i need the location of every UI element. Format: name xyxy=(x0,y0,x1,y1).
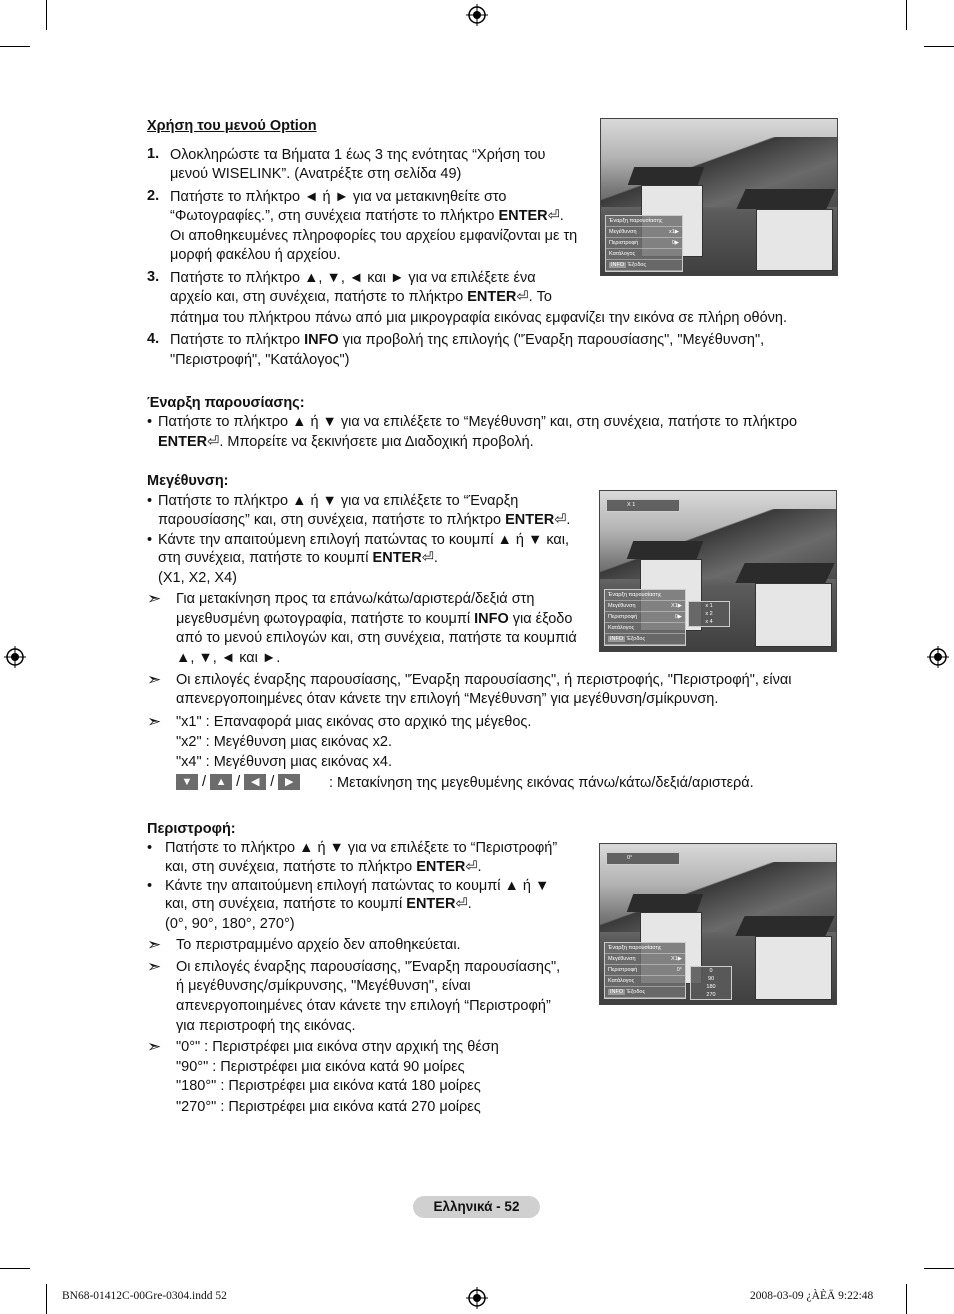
bullet: • xyxy=(147,493,153,509)
menu-footer: INFO Έξοδος xyxy=(605,634,685,645)
menu-item-list[interactable]: Κατάλογος xyxy=(605,976,685,987)
zoom-note: απενεργοποιημένες όταν κάνετε την επιλογή “Μεγέθυνση” για μεγέθυνση/σμίκρυνση. xyxy=(176,691,719,707)
zoom-note: από το μενού επιλογών και, στη συνέχεια, πατήστε τα κουμπιά xyxy=(176,630,577,646)
step4-line: "Περιστροφή", "Κατάλογος") xyxy=(170,352,350,368)
enter-key-label: ENTER xyxy=(416,859,466,875)
rotate-note: απενεργοποιημένες όταν κάνετε την επιλογή “Περιστροφή” xyxy=(176,998,551,1014)
crop-mark xyxy=(0,1268,30,1269)
rotate-note: Το περιστραμμένο αρχείο δεν αποθηκεύεται. xyxy=(176,937,461,953)
menu-item-zoom[interactable]: Μεγέθυνση x1▶ xyxy=(606,227,682,238)
step1-line: Ολοκληρώστε τα Βήματα 1 έως 3 της ενότητας “Χρήση του xyxy=(170,147,546,163)
nav-description: : Μετακίνηση της μεγεθυμένης εικόνας πάνω/κάτω/δεξιά/αριστερά. xyxy=(329,775,754,791)
registration-mark-icon xyxy=(466,1287,488,1309)
bullet: • xyxy=(147,414,153,430)
crop-mark xyxy=(0,46,30,47)
step3-line: Πατήστε το πλήκτρο ▲, ▼, ◄ και ► για να επιλέξετε ένα xyxy=(170,270,536,286)
section-heading-zoom: Μεγέθυνση: xyxy=(147,473,229,489)
note-arrow-icon: ➣ xyxy=(147,712,162,731)
rotate-line: Κάντε την απαιτούμενη επιλογή πατώντας το κουμπί ▲ ή ▼ xyxy=(165,878,550,894)
note-arrow-icon: ➣ xyxy=(147,957,162,976)
right-arrow-icon: ▶ xyxy=(278,774,300,790)
zoom-note: Οι επιλογές έναρξης παρουσίασης, "Έναρξη παρουσίασης", ή περιστροφής, "Περιστροφή", είναι xyxy=(176,672,792,688)
slideshow-line: ENTER⏎. Μπορείτε να ξεκινήσετε μια Διαδοχική προβολή. xyxy=(158,434,534,450)
enter-key-label: ENTER xyxy=(406,896,456,912)
menu-footer: INFO Έξοδος xyxy=(605,987,685,998)
menu-item-rotate[interactable]: Περιστροφή 0▶ xyxy=(605,612,685,623)
tv-screenshot-zoom-menu xyxy=(599,490,837,652)
enter-key-label: ENTER xyxy=(467,289,517,305)
bullet: • xyxy=(147,878,153,894)
enter-key-label: ENTER xyxy=(505,512,555,528)
step2-line: Πατήστε το πλήκτρο ◄ ή ► για να μετακινηθείτε στο xyxy=(170,189,507,205)
zoom-note: "x1" : Επαναφορά μιας εικόνας στο αρχικό της μέγεθος. xyxy=(176,714,532,730)
note-arrow-icon: ➣ xyxy=(147,935,162,954)
zoom-option[interactable]: x 1 xyxy=(705,603,713,609)
step-number: 3. xyxy=(147,269,160,285)
section-heading-rotate: Περιστροφή: xyxy=(147,821,236,837)
crop-mark xyxy=(924,1268,954,1269)
step-number: 4. xyxy=(147,331,160,347)
rotate-option[interactable]: 90 xyxy=(707,976,715,982)
enter-icon: ⏎ xyxy=(455,896,468,912)
rotate-note: "270°" : Περιστρέφει μια εικόνα κατά 270 μοίρες xyxy=(176,1099,481,1115)
enter-key-label: ENTER xyxy=(498,208,548,224)
down-arrow-icon: ▼ xyxy=(176,774,198,790)
note-arrow-icon: ➣ xyxy=(147,1037,162,1056)
zoom-line: Πατήστε το πλήκτρο ▲ ή ▼ για να επιλέξετε το “Έναρξη xyxy=(158,493,519,509)
enter-icon: ⏎ xyxy=(554,512,567,528)
zoom-option[interactable]: x 4 xyxy=(705,619,713,625)
note-arrow-icon: ➣ xyxy=(147,670,162,689)
zoom-line: (X1, X2, X4) xyxy=(158,570,237,586)
registration-mark-icon xyxy=(927,646,949,668)
menu-item-zoom[interactable]: Μεγέθυνση X1▶ xyxy=(605,954,685,965)
rotate-line: και, στη συνέχεια, πατήστε το πλήκτρο ENTER⏎. xyxy=(165,859,482,875)
rotate-line: (0°, 90°, 180°, 270°) xyxy=(165,916,295,932)
enter-icon: ⏎ xyxy=(421,550,434,566)
rotate-line: Πατήστε το πλήκτρο ▲ ή ▼ για να επιλέξετε το “Περιστροφή” xyxy=(165,840,558,856)
slideshow-line: Πατήστε το πλήκτρο ▲ ή ▼ για να επιλέξετε το “Μεγέθυνση” και, στη συνέχεια, πατήστε το πλήκτρο xyxy=(158,414,798,430)
rotate-note: "90°" : Περιστρέφει μια εικόνα κατά 90 μοίρες xyxy=(176,1059,465,1075)
step1-line: μενού WISELINK”. (Ανατρέξτε στη σελίδα 49) xyxy=(170,166,462,182)
zoom-option[interactable]: x 2 xyxy=(705,611,713,617)
zoom-note: "x2" : Μεγέθυνση μιας εικόνας x2. xyxy=(176,734,393,750)
rotate-option[interactable]: 180 xyxy=(706,984,716,990)
step2-line: “Φωτογραφίες.”, στη συνέχεια πατήστε το πλήκτρο ENTER⏎. xyxy=(170,208,564,224)
zoom-note: Για μετακίνηση προς τα επάνω/κάτω/αριστερά/δεξιά στη xyxy=(176,591,535,607)
step3-line: αρχείο και, στη συνέχεια, πατήστε το πλήκτρο ENTER⏎. Το xyxy=(170,289,552,305)
menu-item-list[interactable]: Κατάλογος xyxy=(606,249,682,260)
registration-mark-icon xyxy=(4,646,26,668)
step2-line: μορφή φακέλου ή αρχείου. xyxy=(170,247,341,263)
step3-line: πάτημα του πλήκτρου πάνω από μια μικρογραφία εικόνας εμφανίζει την εικόνα σε πλήρη οθόνη. xyxy=(170,310,788,326)
page-number-label: Ελληνικά - 52 xyxy=(413,1196,540,1218)
menu-item-slideshow[interactable]: Έναρξη παρουσίασης xyxy=(605,943,685,954)
zoom-note: μεγεθυσμένη φωτογραφία, πατήστε το κουμπί INFO για έξοδο xyxy=(176,611,573,627)
menu-item-rotate[interactable]: Περιστροφή 0▶ xyxy=(606,238,682,249)
crop-mark xyxy=(924,46,954,47)
rotate-indicator: 0° xyxy=(606,852,680,865)
section-heading-slideshow: Έναρξη παρουσίασης: xyxy=(147,395,305,411)
menu-item-list[interactable]: Κατάλογος xyxy=(605,623,685,634)
step2-line: Οι αποθηκευμένες πληροφορίες του αρχείου εμφανίζονται με τη xyxy=(170,228,578,244)
enter-key-label: ENTER xyxy=(372,550,422,566)
step-number: 2. xyxy=(147,188,160,204)
menu-item-slideshow[interactable]: Έναρξη παρουσίασης xyxy=(605,590,685,601)
rotate-note: "0°" : Περιστρέφει μια εικόνα στην αρχική της θέση xyxy=(176,1039,499,1055)
zoom-note: ▲, ▼, ◄ και ►. xyxy=(176,650,281,666)
enter-icon: ⏎ xyxy=(547,208,560,224)
crop-mark xyxy=(906,1284,907,1314)
tv-screenshot-rotate-menu xyxy=(599,843,837,1005)
rotate-note: για περιστροφή της εικόνας. xyxy=(176,1018,356,1034)
rotate-note: Οι επιλογές έναρξης παρουσίασης, "Έναρξη παρουσίασης", xyxy=(176,959,561,975)
zoom-line: στη συνέχεια, πατήστε το κουμπί ENTER⏎. xyxy=(158,550,438,566)
enter-icon: ⏎ xyxy=(207,434,220,450)
crop-mark xyxy=(46,0,47,30)
enter-key-label: ENTER xyxy=(158,434,208,450)
nav-buttons-row: ▼ / ▲ / ◀ / ▶ xyxy=(176,773,300,793)
menu-item-slideshow[interactable]: Έναρξη παρουσίασης xyxy=(606,216,682,227)
bullet: • xyxy=(147,532,153,548)
rotate-option[interactable]: 0 xyxy=(709,968,713,974)
menu-item-rotate[interactable]: Περιστροφή 0° xyxy=(605,965,685,976)
note-arrow-icon: ➣ xyxy=(147,589,162,608)
enter-icon: ⏎ xyxy=(465,859,478,875)
step4-line: Πατήστε το πλήκτρο INFO για προβολή της επιλογής ("Έναρξη παρουσίασης", "Μεγέθυνση", xyxy=(170,332,765,348)
crop-mark xyxy=(46,1284,47,1314)
rotate-note: ή μεγέθυνσης/σμίκρυνσης, "Μεγέθυνση", είναι xyxy=(176,978,471,994)
menu-item-zoom[interactable]: Μεγέθυνση X1▶ xyxy=(605,601,685,612)
tv-screenshot-option-menu xyxy=(600,118,838,276)
footer-timestamp: 2008-03-09 ¿ÀÈÄ 9:22:48 xyxy=(750,1290,874,1302)
up-arrow-icon: ▲ xyxy=(210,774,232,790)
registration-mark-icon xyxy=(466,4,488,26)
rotate-option[interactable]: 270 xyxy=(706,992,716,998)
crop-mark xyxy=(906,0,907,30)
zoom-line: παρουσίασης” και, στη συνέχεια, πατήστε το πλήκτρο ENTER⏎. xyxy=(158,512,571,528)
bullet: • xyxy=(147,840,153,856)
footer-file-info: BN68-01412C-00Gre-0304.indd 52 xyxy=(62,1290,227,1302)
left-arrow-icon: ◀ xyxy=(244,774,266,790)
zoom-indicator: X 1 xyxy=(606,499,680,512)
zoom-line: Κάντε την απαιτούμενη επιλογή πατώντας το κουμπί ▲ ή ▼ και, xyxy=(158,532,570,548)
zoom-note: "x4" : Μεγέθυνση μιας εικόνας x4. xyxy=(176,754,393,770)
enter-icon: ⏎ xyxy=(516,289,529,305)
step-number: 1. xyxy=(147,146,160,162)
rotate-line: και, στη συνέχεια, πατήστε το κουμπί ENTER⏎. xyxy=(165,896,472,912)
menu-footer: INFO Έξοδος xyxy=(606,260,682,271)
rotate-note: "180°" : Περιστρέφει μια εικόνα κατά 180 μοίρες xyxy=(176,1078,481,1094)
section-heading-option: Χρήση του μενού Option xyxy=(147,118,317,134)
